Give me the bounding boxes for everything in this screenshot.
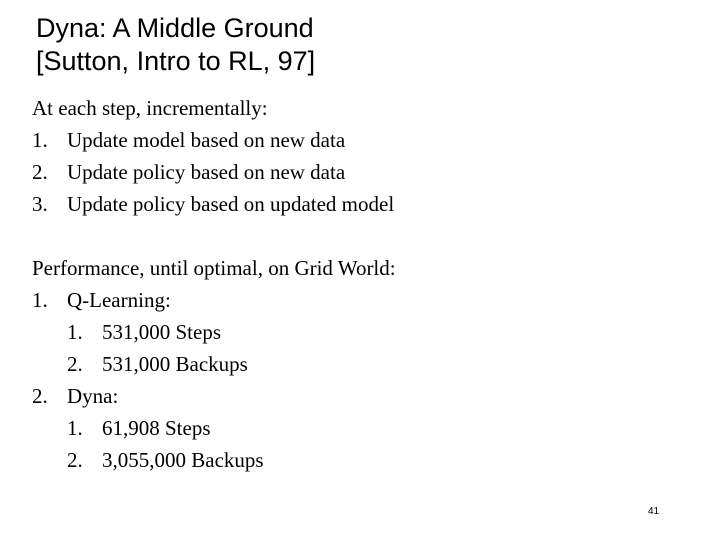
list-item-text: Update policy based on new data	[67, 160, 346, 184]
section-intro: At each step, incrementally:	[32, 96, 268, 120]
list-number: 1.	[67, 320, 83, 344]
slide-title-line-2: [Sutton, Intro to RL, 97]	[36, 46, 316, 76]
list-number: 2.	[67, 352, 83, 376]
list-item-text: 61,908 Steps	[102, 416, 211, 440]
sub-list-item	[32, 348, 396, 380]
performance-section	[32, 252, 396, 476]
list-number: 1.	[32, 288, 48, 312]
list-item-text: 531,000 Steps	[102, 320, 222, 344]
page-number: 41	[648, 506, 660, 517]
slide-title-line-1: Dyna: A Middle Ground	[36, 13, 314, 43]
sub-list-item	[32, 316, 396, 348]
list-item-text: Dyna:	[67, 384, 119, 408]
list-item	[32, 124, 394, 156]
sub-list-item	[32, 444, 396, 476]
list-number: 2.	[67, 448, 83, 472]
list-item	[32, 188, 394, 220]
list-item-text: Update model based on new data	[67, 128, 346, 152]
list-item-text: Q-Learning:	[67, 288, 171, 312]
section-intro: Performance, until optimal, on Grid World:	[32, 256, 396, 280]
list-number: 3.	[32, 192, 48, 216]
list-item-text: 531,000 Backups	[102, 352, 248, 376]
incremental-steps-section	[32, 92, 394, 220]
list-number: 1.	[67, 416, 83, 440]
slide-title	[36, 12, 315, 78]
list-number: 2.	[32, 384, 48, 408]
list-item	[32, 156, 394, 188]
list-item	[32, 284, 396, 316]
list-item-text: 3,055,000 Backups	[102, 448, 264, 472]
list-item-text: Update policy based on updated model	[67, 192, 395, 216]
list-item	[32, 380, 396, 412]
list-number: 1.	[32, 128, 48, 152]
sub-list-item	[32, 412, 396, 444]
list-number: 2.	[32, 160, 48, 184]
